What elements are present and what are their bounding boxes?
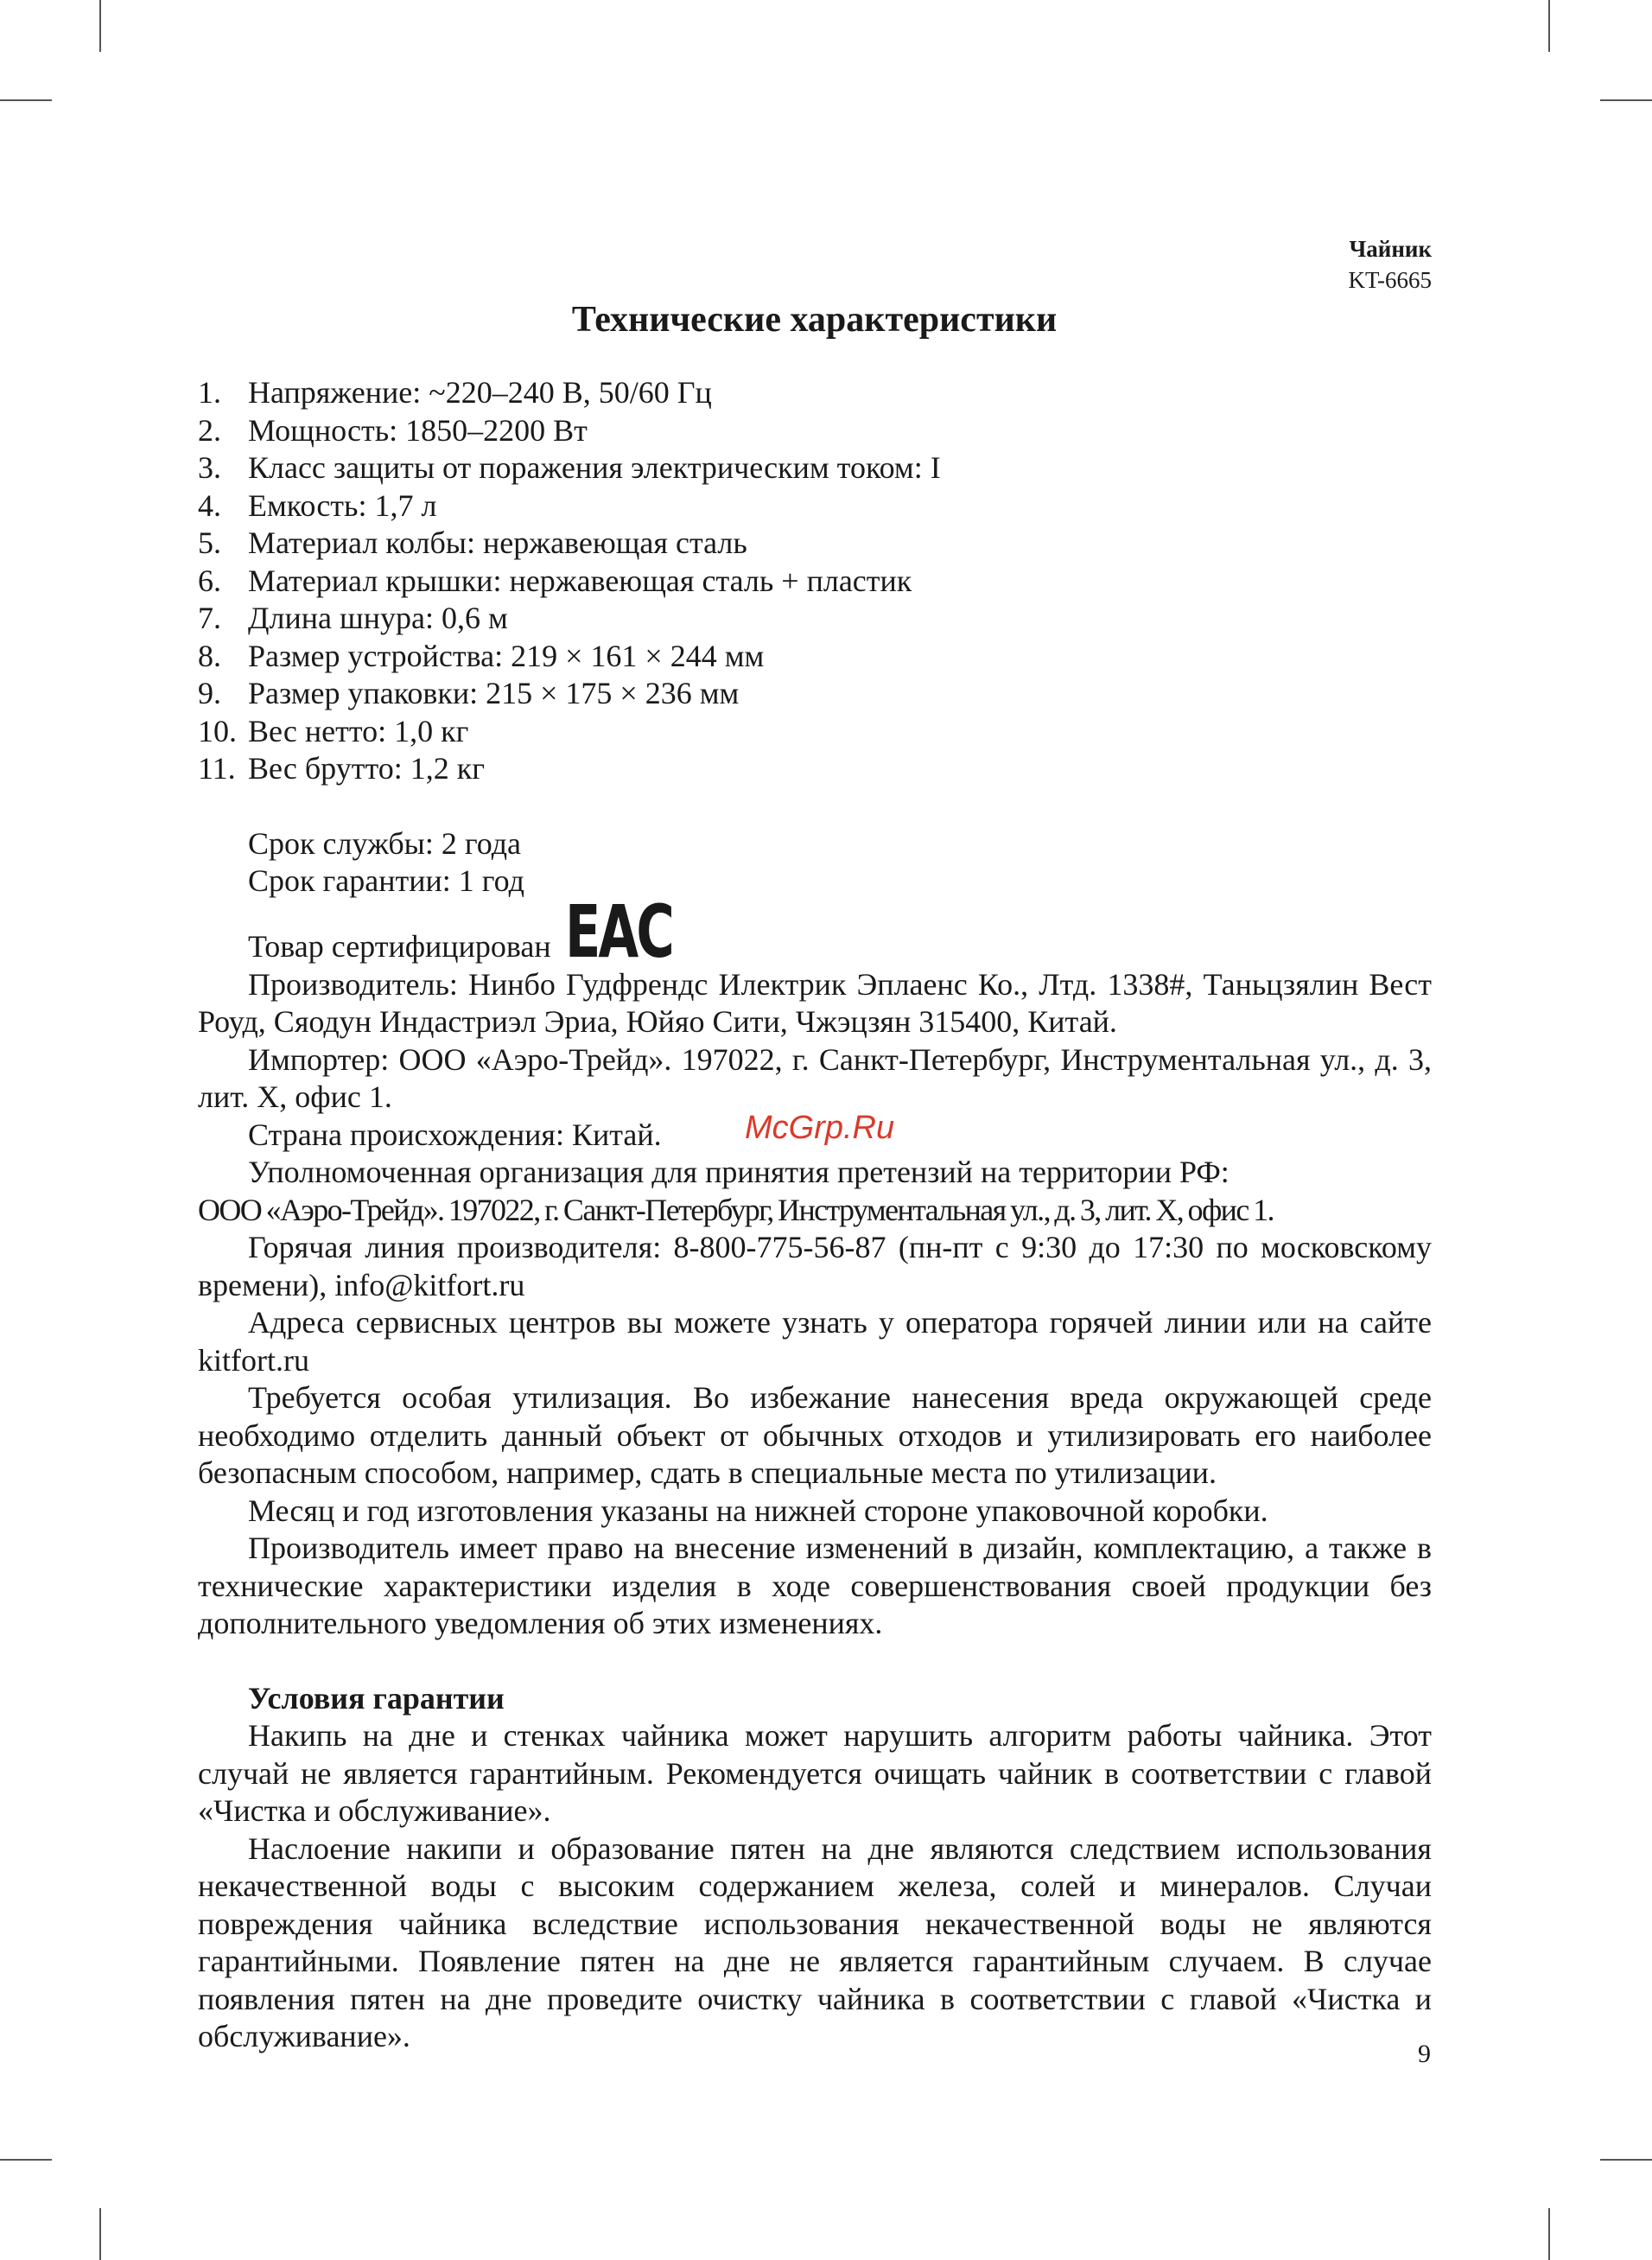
warranty-paragraph: Наслоение накипи и образование пятен на дне являются следствием использования некачественной воды с высоким содержанием железа, солей и минералов. Случаи повреждения чайника вследствие использования некачественной воды не являются гарантийными. Появление пятен на дне не является гарантийным случаем. В случае появления пятен на дне проведите очистку чайника в соответствии с главой «Чистка и обслуживание». (198, 1830, 1432, 2053)
running-header (1348, 233, 1432, 296)
importer-info: Импортер: ООО «Аэро-Трейд». 197022, г. Санкт-Петербург, Инструментальная ул., д. 3, лит. Х, офис 1. (198, 1041, 1432, 1114)
spec-item: 2. Мощность: 1850–2200 Вт (198, 412, 588, 448)
crop-mark (1548, 2208, 1550, 2260)
manufacture-date-info: Месяц и год изготовления указаны на нижней стороне упаковочной коробки. (248, 1493, 1268, 1528)
authorized-org-line2: ООО «Аэро-Трейд». 197022, г. Санкт-Петербург, Инструментальная ул., д. 3, лит. Х, офис 1. (198, 1192, 1274, 1227)
origin-country: Страна происхождения: Китай. (248, 1117, 662, 1152)
warranty-paragraph: Накипь на дне и стенках чайника может нарушить алгоритм работы чайника. Этот случай не является гарантийным. Рекомендуется очищать чайник в соответствии с главой «Чистка и обслуживание». (198, 1718, 1432, 1828)
changes-right-info: Производитель имеет право на внесение изменений в дизайн, комплектацию, а также в технические характеристики изделия в ходе совершенствования своей продукции без дополнительного уведомления об этих изменениях. (198, 1531, 1432, 1640)
certified-text: Товар сертифицирован (248, 929, 551, 964)
warranty-heading: Условия гарантии (248, 1680, 505, 1716)
spec-item: 7. Длина шнура: 0,6 м (198, 601, 508, 635)
product-name: Чайник (1349, 236, 1432, 262)
crop-mark (99, 2208, 101, 2260)
eac-logo-icon: EAC (564, 888, 672, 974)
spec-item: 8. Размер устройства: 219 × 161 × 244 мм (198, 638, 765, 673)
crop-mark (1600, 2159, 1652, 2161)
spec-item: 3. Класс защиты от поражения электрическим током: I (198, 450, 941, 485)
crop-mark (1600, 99, 1652, 101)
crop-mark (99, 0, 101, 52)
main-content (198, 374, 1432, 2056)
page-number: 9 (1418, 2040, 1431, 2068)
manufacturer-info: Производитель: Нинбо Гудфрендс Илектрик Эплаенс Ко., Лтд. 1338#, Таньцзялин Вест Роуд, Сяодун Индастриэл Эриа, Юйяо Сити, Чжэцзян 315400, Китай. (198, 966, 1432, 1039)
warranty-period: Срок гарантии: 1 год (248, 863, 524, 898)
watermark: McGrp.Ru (745, 1110, 895, 1146)
spec-item: 1. Напряжение: ~220–240 В, 50/60 Гц (198, 375, 712, 410)
service-life: Срок службы: 2 года (248, 825, 522, 861)
crop-mark (0, 99, 52, 101)
spec-item: 10. Вес нетто: 1,0 кг (198, 713, 469, 748)
authorized-org-line1: Уполномоченная организация для принятия претензий на территории РФ: (248, 1155, 1229, 1189)
crop-mark (1548, 0, 1550, 52)
spec-item: 9. Размер упаковки: 215 × 175 × 236 мм (198, 676, 740, 710)
spec-item: 5. Материал колбы: нержавеющая сталь (198, 525, 747, 560)
disposal-info: Требуется особая утилизация. Во избежание нанесения вреда окружающей среде необходимо отделить данный объект от обычных отходов и утилизировать его наиболее безопасным способом, например, сдать в специальные места по утилизации. (198, 1380, 1432, 1490)
page-title: Технические характеристики (571, 300, 1058, 340)
certification-row (198, 888, 1432, 974)
spec-list (198, 374, 1432, 788)
spec-item: 4. Емкость: 1,7 л (198, 487, 437, 523)
product-model: KT-6665 (1348, 267, 1432, 293)
service-centers-info: Адреса сервисных центров вы можете узнать у оператора горячей линии или на сайте kitfort.ru (198, 1305, 1432, 1378)
spec-item: 11. Вес брутто: 1,2 кг (198, 751, 485, 786)
spec-item: 6. Материал крышки: нержавеющая сталь + пластик (198, 563, 912, 598)
crop-mark (0, 2159, 52, 2161)
hotline-info: Горячая линия производителя: 8-800-775-56-87 (пн-пт с 9:30 до 17:30 по московскому времени), info@kitfort.ru (198, 1230, 1432, 1302)
